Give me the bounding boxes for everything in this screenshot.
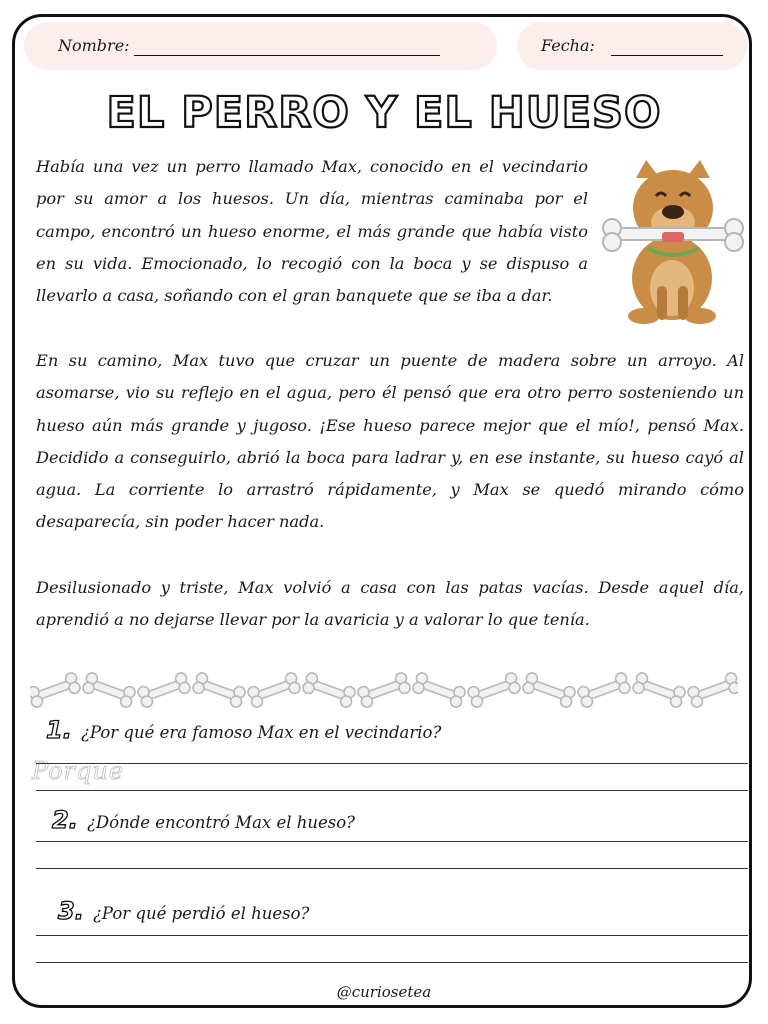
answer-line[interactable]	[36, 841, 748, 842]
date-line[interactable]	[611, 55, 723, 56]
bone-icon	[576, 672, 631, 708]
answer-trace-hint: Porque	[32, 757, 125, 785]
bone-icon	[81, 672, 136, 708]
name-field[interactable]	[24, 22, 497, 70]
question-text: ¿Por qué perdió el hueso?	[93, 904, 310, 923]
story-paragraph-3: Desilusionado y triste, Max volvió a casa con las patas vacías. Desde aquel día, aprendió a no dejarse llevar por la avaricia y a valorar lo que tenía.	[36, 578, 744, 630]
bone-icon	[136, 672, 191, 708]
footer-credit: @curiosetea	[336, 983, 432, 1001]
bone-icon	[246, 672, 301, 708]
dog-with-bone-icon	[602, 156, 744, 328]
bone-icon	[191, 672, 246, 708]
question-1	[46, 716, 441, 744]
bone-icon	[631, 672, 686, 708]
bone-icon	[466, 672, 521, 708]
question-2	[52, 806, 355, 834]
answer-line[interactable]	[36, 790, 748, 791]
name-line[interactable]	[134, 55, 440, 56]
question-text: ¿Dónde encontró Max el hueso?	[87, 813, 356, 832]
bone-icon	[301, 672, 356, 708]
answer-line[interactable]	[36, 962, 748, 963]
answer-line[interactable]	[36, 868, 748, 869]
bone-divider	[30, 672, 738, 708]
bone-icon	[686, 672, 738, 708]
story-paragraph-1: Había una vez un perro llamado Max, conocido en el vecindario por su amor a los huesos. Un día, mientras caminaba por el campo, encontró un hueso enorme, el más grande que había visto en su vida. Emocionado, lo recogió con la boca y se dispuso a llevarlo a casa, soñando con el gran banquete que se iba a dar.	[36, 157, 588, 306]
page-title: EL PERRO Y EL HUESO	[106, 88, 662, 138]
question-number: 3.	[58, 897, 84, 925]
question-number: 1.	[46, 716, 72, 744]
answer-line[interactable]	[36, 935, 748, 936]
question-3	[58, 897, 309, 925]
date-field[interactable]	[517, 22, 747, 70]
bone-icon	[30, 672, 82, 708]
bone-icon	[521, 672, 576, 708]
question-text: ¿Por qué era famoso Max en el vecindario?	[81, 723, 442, 742]
bone-icon	[356, 672, 411, 708]
date-label: Fecha:	[541, 36, 595, 55]
story-paragraph-2: En su camino, Max tuvo que cruzar un puente de madera sobre un arroyo. Al asomarse, vio su reflejo en el agua, pero él pensó que era otro perro sosteniendo un hueso aún más grande y jugoso. ¡Ese hueso parece mejor que el mío!, pensó Max. Decidido a conseguirlo, abrió la boca para ladrar y, en ese instante, su hueso cayó al agua. La corriente lo arrastró rápidamente, y Max se quedó mirando cómo desaparecía, sin poder hacer nada.	[36, 351, 744, 532]
question-number: 2.	[52, 806, 78, 834]
answer-line[interactable]	[36, 763, 748, 764]
name-label: Nombre:	[58, 36, 130, 55]
bone-icon	[411, 672, 466, 708]
